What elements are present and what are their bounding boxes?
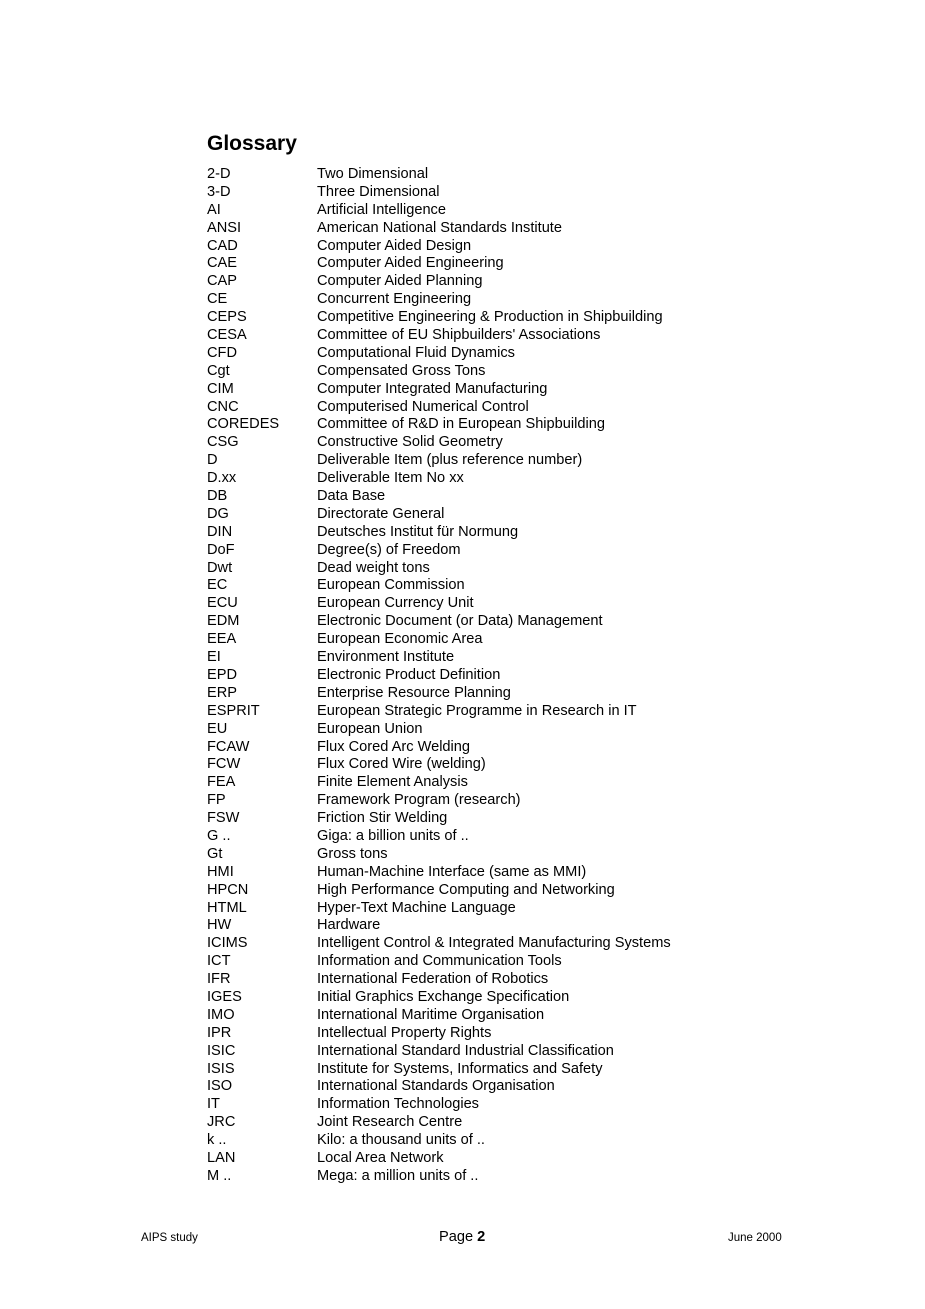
glossary-abbreviation: CAE (207, 255, 238, 272)
glossary-definition: Framework Program (research) (317, 792, 521, 809)
glossary-entry (207, 1132, 767, 1150)
glossary-definition: Computerised Numerical Control (317, 398, 529, 415)
glossary-entry (207, 1168, 767, 1186)
glossary-definition: Giga: a billion units of .. (317, 827, 469, 844)
glossary-abbreviation: FCW (207, 756, 241, 773)
glossary-definition: Local Area Network (317, 1149, 444, 1166)
glossary-abbreviation: EDM (207, 613, 240, 630)
glossary-definition: Degree(s) of Freedom (317, 541, 461, 558)
glossary-entry (207, 989, 767, 1007)
glossary-abbreviation: D (207, 452, 218, 469)
glossary-abbreviation: EEA (207, 631, 237, 648)
glossary-definition: Information Technologies (317, 1096, 479, 1113)
glossary-definition: Competitive Engineering & Production in Shipbuilding (317, 309, 663, 326)
glossary-abbreviation: DB (207, 488, 228, 505)
glossary-definition: International Standard Industrial Classification (317, 1042, 614, 1059)
glossary-abbreviation: HPCN (207, 881, 249, 898)
glossary-definition: Intelligent Control & Integrated Manufacturing Systems (317, 935, 671, 952)
glossary-definition: International Maritime Organisation (317, 1006, 545, 1023)
glossary-abbreviation: FCAW (207, 738, 250, 755)
glossary-definition: Flux Cored Arc Welding (317, 738, 471, 755)
glossary-entry (207, 613, 767, 631)
glossary-abbreviation: ANSI (207, 219, 242, 236)
glossary-abbreviation: EU (207, 720, 228, 737)
footer-date: June 2000 (728, 1232, 782, 1244)
glossary-entry (207, 971, 767, 989)
glossary-definition: Hyper-Text Machine Language (317, 899, 516, 916)
glossary-entry (207, 631, 767, 649)
glossary-abbreviation: AI (207, 201, 221, 218)
glossary-entry (207, 1150, 767, 1168)
glossary-abbreviation: IT (207, 1096, 220, 1113)
glossary-abbreviation: M .. (207, 1167, 232, 1184)
glossary-entry (207, 703, 767, 721)
glossary-abbreviation: JRC (207, 1114, 236, 1131)
glossary-definition: Institute for Systems, Informatics and Safety (317, 1060, 603, 1077)
glossary-definition: Enterprise Resource Planning (317, 684, 511, 701)
glossary-definition: Concurrent Engineering (317, 291, 472, 308)
glossary-abbreviation: ISO (207, 1078, 233, 1095)
glossary-abbreviation: G .. (207, 827, 231, 844)
page-label: Page (439, 1229, 474, 1245)
glossary-definition: Computational Fluid Dynamics (317, 344, 515, 361)
glossary-abbreviation: HW (207, 917, 232, 934)
glossary-definition: Three Dimensional (317, 183, 440, 200)
glossary-entry (207, 864, 767, 882)
glossary-abbreviation: EC (207, 577, 228, 594)
glossary-definition: Compensated Gross Tons (317, 362, 486, 379)
glossary-definition: European Union (317, 720, 423, 737)
glossary-entry (207, 488, 767, 506)
glossary-definition: Committee of R&D in European Shipbuilding (317, 416, 605, 433)
glossary-definition: Hardware (317, 917, 381, 934)
glossary-entry (207, 255, 767, 273)
glossary-definition: American National Standards Institute (317, 219, 562, 236)
glossary-definition: Committee of EU Shipbuilders' Associations (317, 327, 601, 344)
glossary-abbreviation: ICIMS (207, 935, 248, 952)
glossary-definition: Flux Cored Wire (welding) (317, 756, 486, 773)
glossary-entry (207, 327, 767, 345)
glossary-abbreviation: EPD (207, 666, 238, 683)
glossary-entry (207, 1025, 767, 1043)
glossary-entry (207, 470, 767, 488)
glossary-definition: Environment Institute (317, 649, 455, 666)
glossary-definition: Computer Aided Design (317, 237, 472, 254)
glossary-entry (207, 935, 767, 953)
glossary-entry (207, 381, 767, 399)
glossary-entry (207, 309, 767, 327)
glossary-abbreviation: CE (207, 291, 228, 308)
glossary-entry (207, 399, 767, 417)
glossary-definition: European Currency Unit (317, 595, 474, 612)
glossary-definition: Finite Element Analysis (317, 774, 468, 791)
glossary-abbreviation: 3-D (207, 183, 231, 200)
glossary-definition: Deutsches Institut für Normung (317, 523, 519, 540)
glossary-entry (207, 202, 767, 220)
glossary-abbreviation: ERP (207, 684, 238, 701)
glossary-entry (207, 1043, 767, 1061)
glossary-definition: Deliverable Item (plus reference number) (317, 452, 583, 469)
glossary-abbreviation: HMI (207, 863, 234, 880)
glossary-definition: Computer Aided Engineering (317, 255, 504, 272)
glossary-entry (207, 917, 767, 935)
glossary-entry (207, 721, 767, 739)
glossary-abbreviation: EI (207, 649, 221, 666)
glossary-definition: Gross tons (317, 845, 388, 862)
glossary-definition: Data Base (317, 488, 386, 505)
glossary-definition: Artificial Intelligence (317, 201, 446, 218)
glossary-definition: European Commission (317, 577, 465, 594)
glossary-entry (207, 792, 767, 810)
glossary-entry (207, 882, 767, 900)
glossary-entry (207, 667, 767, 685)
glossary-entry (207, 1061, 767, 1079)
glossary-definition: Information and Communication Tools (317, 953, 562, 970)
glossary-definition: Computer Integrated Manufacturing (317, 380, 548, 397)
glossary-entry (207, 452, 767, 470)
glossary-abbreviation: CIM (207, 380, 234, 397)
page-title: Glossary (207, 132, 297, 155)
glossary-entry (207, 166, 767, 184)
glossary-abbreviation: D.xx (207, 470, 237, 487)
glossary-abbreviation: k .. (207, 1132, 227, 1149)
glossary-abbreviation: Cgt (207, 362, 230, 379)
glossary-abbreviation: COREDES (207, 416, 280, 433)
glossary-definition: Initial Graphics Exchange Specification (317, 988, 570, 1005)
glossary-abbreviation: FSW (207, 810, 240, 827)
footer-document-name: AIPS study (141, 1232, 198, 1244)
glossary-entry (207, 685, 767, 703)
glossary-entry (207, 1007, 767, 1025)
glossary-definition: International Standards Organisation (317, 1078, 555, 1095)
glossary-definition: Intellectual Property Rights (317, 1024, 492, 1041)
glossary-abbreviation: ESPRIT (207, 702, 260, 719)
glossary-entry (207, 739, 767, 757)
glossary-abbreviation: ISIC (207, 1042, 236, 1059)
glossary-abbreviation: IGES (207, 988, 242, 1005)
glossary-entry (207, 273, 767, 291)
glossary-abbreviation: HTML (207, 899, 247, 916)
footer-page-number (439, 1227, 485, 1247)
glossary-definition: European Economic Area (317, 631, 483, 648)
glossary-abbreviation: FP (207, 792, 226, 809)
glossary-entry (207, 291, 767, 309)
glossary-definition: Two Dimensional (317, 166, 429, 182)
glossary-entry (207, 363, 767, 381)
glossary-definition: International Federation of Robotics (317, 971, 549, 988)
glossary-entry (207, 345, 767, 363)
glossary-definition: Dead weight tons (317, 559, 430, 576)
glossary-entry (207, 846, 767, 864)
glossary-abbreviation: DIN (207, 523, 233, 540)
page-number: 2 (477, 1229, 486, 1245)
glossary-abbreviation: CAD (207, 237, 238, 254)
glossary-abbreviation: CAP (207, 273, 238, 290)
glossary-definition: Human-Machine Interface (same as MMI) (317, 863, 587, 880)
glossary-definition: Constructive Solid Geometry (317, 434, 503, 451)
glossary-abbreviation: 2-D (207, 166, 231, 182)
glossary-entry (207, 953, 767, 971)
glossary-entry (207, 774, 767, 792)
glossary-definition: Friction Stir Welding (317, 810, 448, 827)
glossary-abbreviation: CFD (207, 344, 237, 361)
glossary-abbreviation: IPR (207, 1024, 232, 1041)
glossary-definition: Computer Aided Planning (317, 273, 483, 290)
glossary-abbreviation: CEPS (207, 309, 247, 326)
glossary-entry (207, 506, 767, 524)
glossary-entry (207, 577, 767, 595)
glossary-definition: Directorate General (317, 505, 445, 522)
glossary-entry (207, 434, 767, 452)
glossary-definition: High Performance Computing and Networking (317, 881, 615, 898)
glossary-entry (207, 416, 767, 434)
glossary-entry (207, 828, 767, 846)
glossary-definition: Joint Research Centre (317, 1114, 463, 1131)
glossary-entry (207, 595, 767, 613)
glossary-entry (207, 649, 767, 667)
glossary-entry (207, 756, 767, 774)
glossary-abbreviation: ISIS (207, 1060, 235, 1077)
glossary-abbreviation: Gt (207, 845, 223, 862)
glossary-abbreviation: ICT (207, 953, 231, 970)
glossary-entry (207, 560, 767, 578)
glossary-entry (207, 238, 767, 256)
glossary-entry (207, 1096, 767, 1114)
glossary-entry (207, 810, 767, 828)
glossary-abbreviation: Dwt (207, 559, 233, 576)
glossary-entry (207, 1114, 767, 1132)
glossary-abbreviation: DG (207, 505, 229, 522)
glossary-definition: Mega: a million units of .. (317, 1167, 479, 1184)
glossary-abbreviation: ECU (207, 595, 238, 612)
glossary-entry (207, 220, 767, 238)
glossary-abbreviation: CESA (207, 327, 247, 344)
glossary-definition: Kilo: a thousand units of .. (317, 1132, 485, 1149)
glossary-abbreviation: DoF (207, 541, 235, 558)
glossary-abbreviation: CNC (207, 398, 239, 415)
glossary-definition: European Strategic Programme in Research in IT (317, 702, 637, 719)
glossary-entry (207, 900, 767, 918)
glossary-entry (207, 1078, 767, 1096)
glossary-definition: Electronic Document (or Data) Management (317, 613, 603, 630)
glossary-list (207, 166, 767, 1186)
glossary-abbreviation: IFR (207, 971, 231, 988)
glossary-entry (207, 184, 767, 202)
glossary-definition: Deliverable Item No xx (317, 470, 464, 487)
glossary-entry (207, 524, 767, 542)
glossary-abbreviation: FEA (207, 774, 236, 791)
glossary-abbreviation: LAN (207, 1149, 236, 1166)
glossary-entry (207, 542, 767, 560)
glossary-definition: Electronic Product Definition (317, 666, 501, 683)
glossary-abbreviation: CSG (207, 434, 239, 451)
glossary-abbreviation: IMO (207, 1006, 235, 1023)
